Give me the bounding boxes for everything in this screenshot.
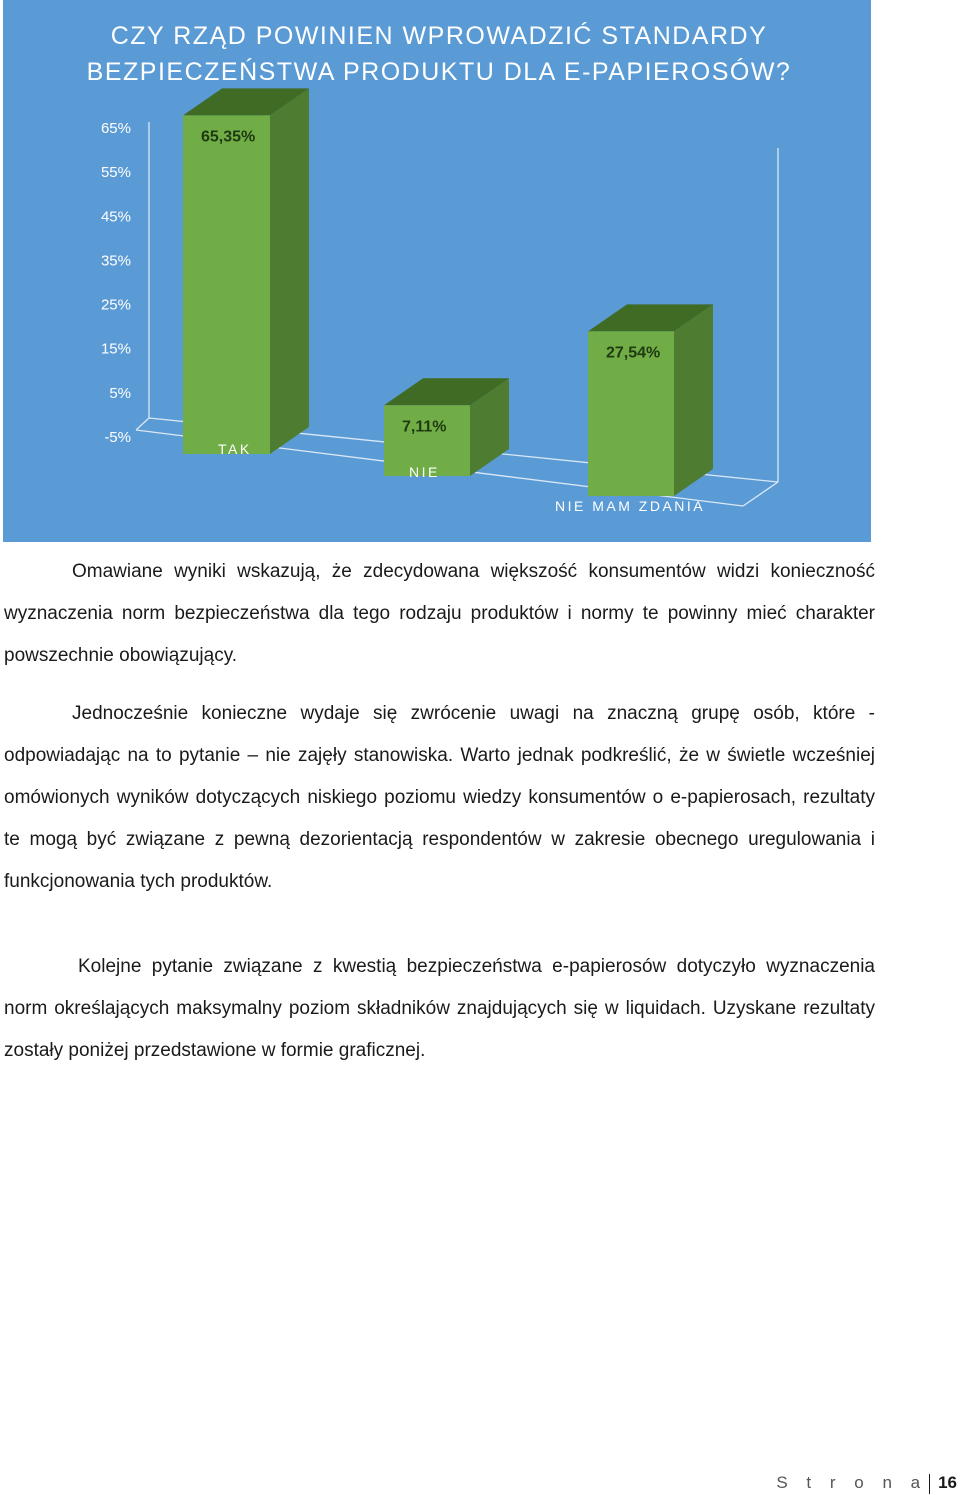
- page-number: 16: [938, 1473, 957, 1492]
- footer-label: S t r o n a: [776, 1473, 928, 1492]
- bar-1: [183, 88, 309, 454]
- y-tick-label: 15%: [100, 340, 131, 358]
- bar-3: [588, 304, 713, 496]
- y-tick-label: 25%: [100, 296, 131, 314]
- bar-2: [384, 378, 509, 476]
- y-tick-label: 35%: [100, 252, 131, 270]
- bar-value-label: 7,11%: [402, 418, 447, 436]
- page-footer: [776, 1473, 957, 1494]
- bar-front: [183, 115, 270, 454]
- bar-chart: [3, 0, 871, 542]
- y-tick-label: 65%: [100, 120, 131, 137]
- footer-divider: [929, 1474, 930, 1494]
- bar-side: [674, 304, 713, 496]
- y-tick-label: 5%: [109, 384, 131, 402]
- bar-value-label: 65,35%: [201, 128, 256, 146]
- paragraph-1: [4, 551, 875, 677]
- paragraph-1-text: Omawiane wyniki wskazują, że zdecydowana większość konsumentów widzi konieczność wyznaczenia norm bezpieczeństwa dla tego rodzaju produktów i normy te powinny mieć charakter powszechnie obowiązujący.: [4, 561, 875, 666]
- bar-value-label: 27,54%: [606, 344, 661, 362]
- paragraph-2: [4, 693, 875, 903]
- x-category-label: NIE MAM ZDANIA: [555, 498, 706, 514]
- y-tick-label: -5%: [104, 429, 131, 446]
- x-category-label: NIE: [409, 464, 440, 480]
- paragraph-3-text: Kolejne pytanie związane z kwestią bezpieczeństwa e-papierosów dotyczyło wyznaczenia norm określających maksymalny poziom składników znajdujących się w liquidach. Uzyskane rezultaty zostały poniżej przedstawione w formie graficznej.: [4, 956, 875, 1061]
- paragraph-2-text: Jednocześnie konieczne wydaje się zwrócenie uwagi na znaczną grupę osób, które - odpowiadając na to pytanie – nie zajęły stanowiska. Warto jednak podkreślić, że w świetle wcześniej omówionych wyników dotyczących niskiego poziomu wiedzy konsumentów o e-papierosach, rezultaty te mogą być związane z pewną dezorientacją respondentów w zakresie obecnego uregulowania i funkcjonowania tych produktów.: [4, 703, 875, 892]
- paragraph-3: [4, 946, 875, 1072]
- y-tick-label: 55%: [100, 164, 131, 182]
- y-tick-label: 45%: [100, 208, 131, 226]
- chart-title-line2: BEZPIECZEŃSTWA PRODUKTU DLA E-PAPIEROSÓW?: [86, 58, 792, 86]
- bar-side: [270, 88, 309, 454]
- x-category-label: TAK: [218, 441, 252, 457]
- chart-title-line1: CZY RZĄD POWINIEN WPROWADZIĆ STANDARDY: [110, 22, 768, 50]
